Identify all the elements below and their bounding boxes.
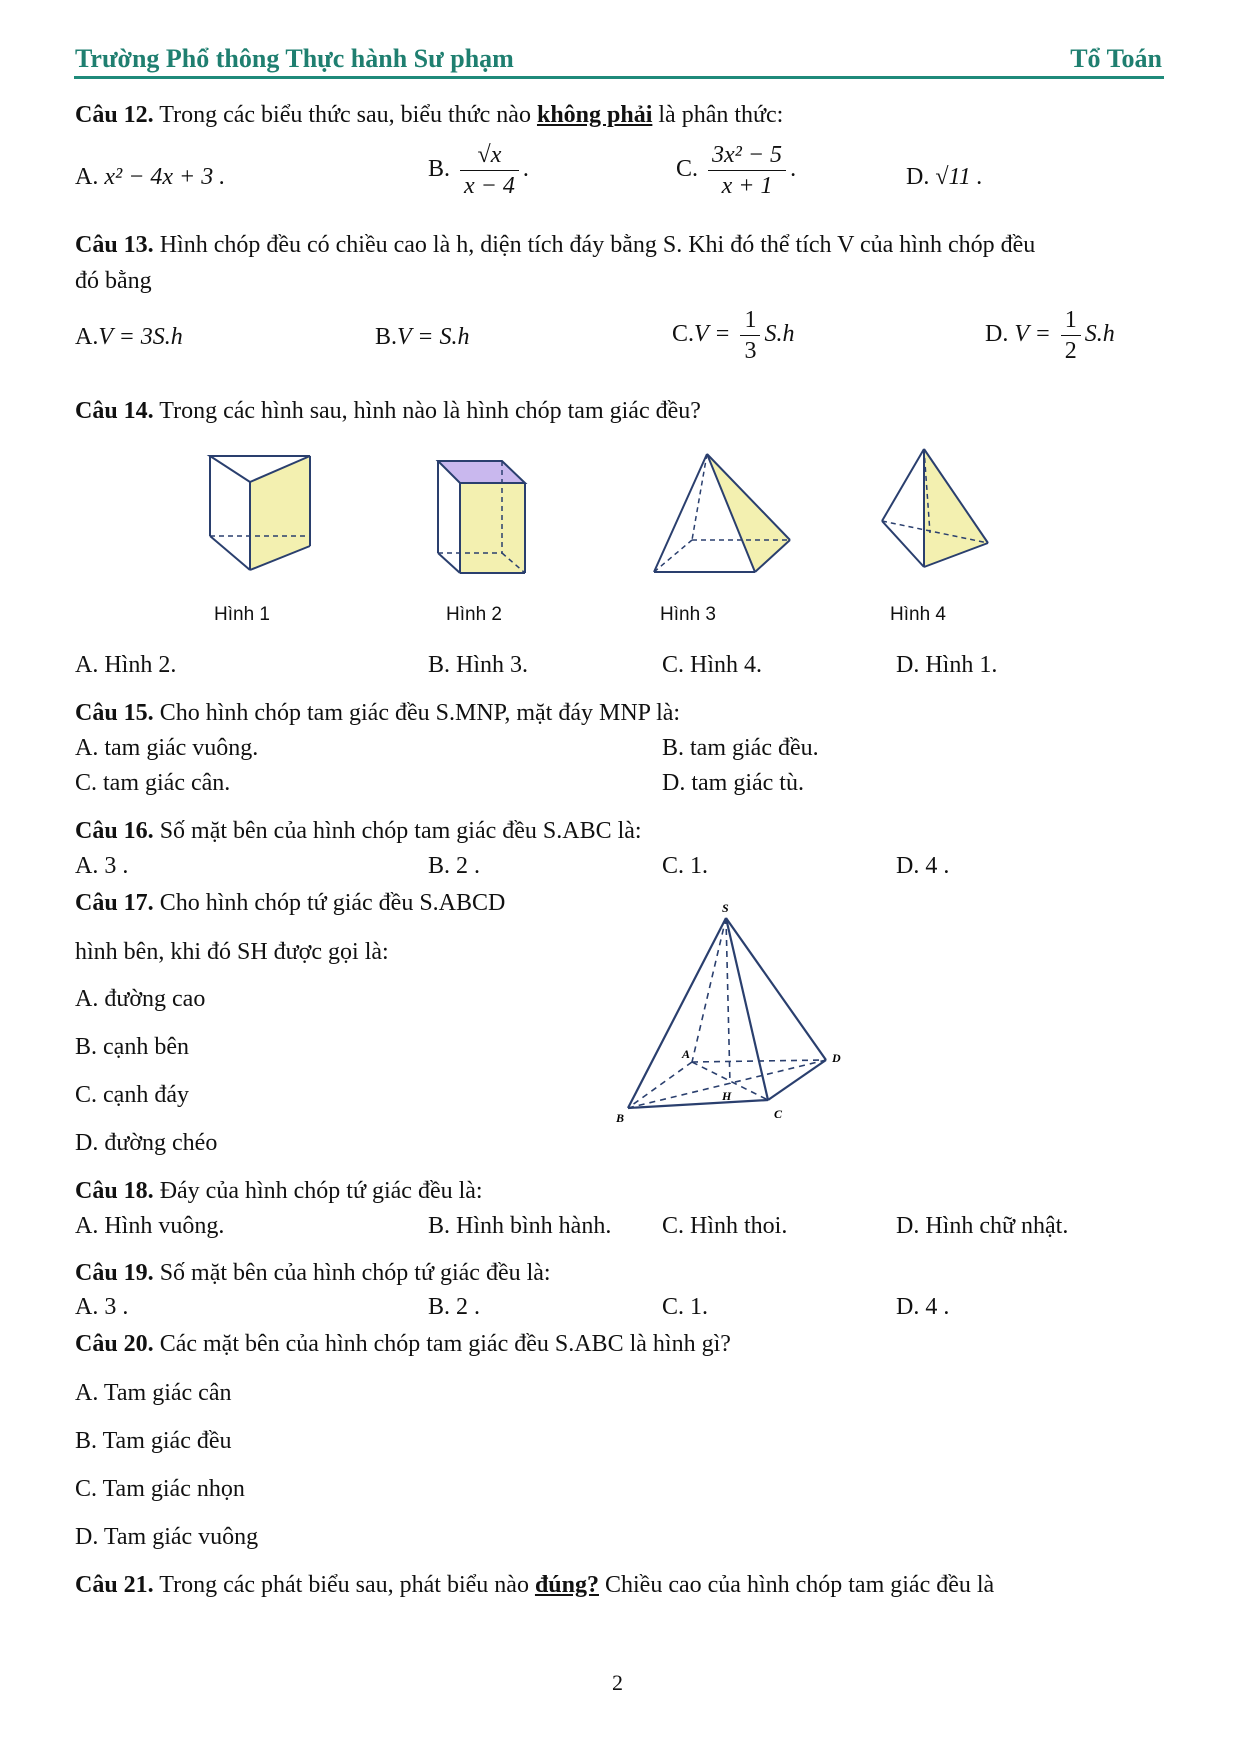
q12-c-label: C. — [676, 156, 699, 183]
q13-d-den: 2 — [1064, 338, 1077, 364]
point-h-label: H — [722, 1089, 732, 1103]
q13-c-label: C. — [672, 321, 695, 348]
q15-label: Câu 15. — [75, 700, 154, 726]
q18-option-b: B. Hình bình hành. — [428, 1213, 612, 1239]
q12-b-fraction — [460, 140, 519, 201]
q12-emphasis: không phải — [536, 102, 653, 128]
q12-b-label: B. — [428, 156, 451, 183]
q12-c-num: 3x² − 5 — [708, 140, 786, 171]
question-19 — [75, 1256, 551, 1290]
q17-option-d: D. đường chéo — [75, 1130, 218, 1156]
question-15 — [75, 696, 680, 730]
q17-option-a: A. đường cao — [75, 986, 206, 1012]
q20-option-d: D. Tam giác vuông — [75, 1524, 259, 1550]
q16-option-a: A. 3 . — [75, 853, 129, 879]
q15-option-c: C. tam giác cân. — [75, 770, 231, 796]
point-c-label: C — [774, 1107, 783, 1121]
question-13 — [75, 228, 1035, 262]
q13-option-c — [672, 305, 794, 366]
q16-text: Số mặt bên của hình chóp tam giác đều S.ABC là: — [153, 818, 642, 844]
q21-text-a: Trong các phát biểu sau, phát biểu nào — [153, 1572, 535, 1598]
q13-c-post: S.h — [764, 321, 795, 348]
figure-4-tetrahedron — [878, 445, 996, 573]
question-21 — [75, 1568, 994, 1602]
q12-b-num: √x — [460, 140, 519, 171]
q19-option-c: C. 1. — [662, 1294, 709, 1320]
q12-c-fraction — [708, 140, 786, 201]
q14-option-b: B. Hình 3. — [428, 652, 529, 678]
q16-option-c: C. 1. — [662, 853, 709, 879]
department-name: Tổ Toán — [1070, 44, 1162, 73]
q21-label: Câu 21. — [75, 1572, 154, 1598]
q12-option-d — [906, 160, 983, 194]
q15-text: Cho hình chóp tam giác đều S.MNP, mặt đáy MNP là: — [153, 700, 681, 726]
q18-label: Câu 18. — [75, 1178, 154, 1204]
q19-label: Câu 19. — [75, 1260, 154, 1286]
q17-option-b: B. cạnh bên — [75, 1034, 189, 1060]
question-17 — [75, 886, 505, 920]
figure-3-caption: Hình 3 — [660, 604, 716, 625]
q12-text-a: Trong các biểu thức sau, biểu thức nào — [153, 102, 537, 128]
q20-option-c: C. Tam giác nhọn — [75, 1476, 245, 1502]
q17-option-c: C. cạnh đáy — [75, 1082, 189, 1108]
question-18 — [75, 1174, 483, 1208]
q13-option-a — [75, 320, 183, 354]
q12-a-expr: x² − 4x + 3 . — [104, 164, 226, 190]
page-header — [74, 40, 1164, 79]
q13-text: Hình chóp đều có chiều cao là h, diện tích đáy bằng S. Khi đó thể tích V của hình chóp đều — [153, 232, 1036, 258]
q13-d-label: D. — [985, 321, 1009, 348]
figure-2-caption: Hình 2 — [446, 604, 502, 625]
q17-text: Cho hình chóp tứ giác đều S.ABCD — [153, 890, 506, 916]
q12-a-label: A. — [75, 164, 99, 190]
figure-3-pyramid — [650, 448, 800, 580]
point-d-label: D — [832, 1051, 841, 1065]
q20-option-b: B. Tam giác đều — [75, 1428, 232, 1454]
q13-d-post: S.h — [1084, 321, 1115, 348]
figure-1-caption: Hình 1 — [214, 604, 270, 625]
q19-option-b: B. 2 . — [428, 1294, 481, 1320]
q14-option-d: D. Hình 1. — [896, 652, 998, 678]
q17-line2: hình bên, khi đó SH được gọi là: — [75, 939, 389, 965]
figure-4-caption: Hình 4 — [890, 604, 946, 625]
q20-option-a: A. Tam giác cân — [75, 1380, 232, 1406]
q19-option-a: A. 3 . — [75, 1294, 129, 1320]
q18-text: Đáy của hình chóp tứ giác đều là: — [153, 1178, 483, 1204]
q13-b-expr: V = S.h — [397, 324, 470, 350]
question-20 — [75, 1327, 731, 1361]
q12-text-b: là phân thức: — [652, 102, 784, 128]
question-16 — [75, 814, 642, 848]
q14-label: Câu 14. — [75, 398, 154, 424]
q19-option-d: D. 4 . — [896, 1294, 950, 1320]
q13-a-label: A. — [75, 324, 99, 350]
q15-option-b: B. tam giác đều. — [662, 735, 819, 761]
q13-d-pre: V = — [1014, 321, 1051, 348]
q13-label: Câu 13. — [75, 232, 154, 258]
q13-c-pre: V = — [694, 321, 731, 348]
q15-option-a: A. tam giác vuông. — [75, 735, 259, 761]
q18-option-d: D. Hình chữ nhật. — [896, 1213, 1069, 1239]
q13-b-label: B. — [375, 324, 398, 350]
q12-b-den: x − 4 — [464, 173, 515, 199]
q13-c-fraction — [740, 305, 760, 366]
q13-line2: đó bằng — [75, 268, 152, 294]
question-12 — [75, 98, 783, 132]
q16-label: Câu 16. — [75, 818, 154, 844]
figure-square-pyramid — [604, 900, 844, 1132]
q12-label: Câu 12. — [75, 102, 154, 128]
q21-text-b: Chiều cao của hình chóp tam giác đều là — [599, 1572, 995, 1598]
q21-emphasis: đúng? — [534, 1572, 599, 1598]
q13-d-num: 1 — [1061, 305, 1081, 336]
figure-2-box — [430, 455, 530, 583]
q20-label: Câu 20. — [75, 1331, 154, 1357]
q18-option-a: A. Hình vuông. — [75, 1213, 225, 1239]
q14-option-a: A. Hình 2. — [75, 652, 177, 678]
point-b-label: B — [616, 1111, 625, 1125]
q12-option-c: C. $\frac{\text{3x² − 5}}{x + 1}$ . — [676, 142, 797, 199]
page-number: 2 — [612, 1670, 623, 1695]
q14-option-c: C. Hình 4. — [662, 652, 763, 678]
q14-text: Trong các hình sau, hình nào là hình chóp tam giác đều? — [153, 398, 701, 424]
q18-option-c: C. Hình thoi. — [662, 1213, 788, 1239]
q13-c-num: 1 — [740, 305, 760, 336]
q15-option-d: D. tam giác tù. — [662, 770, 804, 796]
q13-option-d — [985, 305, 1115, 366]
question-14 — [75, 394, 701, 428]
q20-text: Các mặt bên của hình chóp tam giác đều S.ABC là hình gì? — [153, 1331, 731, 1357]
q13-a-expr: V = 3S.h — [98, 324, 183, 350]
q17-label: Câu 17. — [75, 890, 154, 916]
school-name: Trường Phổ thông Thực hành Sư phạm — [75, 44, 514, 73]
q16-option-d: D. 4 . — [896, 853, 950, 879]
q19-text: Số mặt bên của hình chóp tứ giác đều là: — [153, 1260, 551, 1286]
point-a-label: A — [682, 1047, 691, 1061]
q12-c-den: x + 1 — [721, 173, 773, 199]
figure-1-prism — [200, 448, 320, 580]
q13-option-b — [375, 320, 469, 354]
q12-option-a — [75, 160, 225, 194]
point-s-label: S — [722, 901, 729, 915]
q16-option-b: B. 2 . — [428, 853, 481, 879]
q13-d-fraction — [1061, 305, 1081, 366]
q12-option-b: B. $\frac{√x}{x - 4}$ . — [428, 142, 529, 199]
q12-d-label: D. — [906, 164, 930, 190]
q13-c-den: 3 — [744, 338, 757, 364]
q12-d-expr: √11 . — [935, 164, 983, 190]
